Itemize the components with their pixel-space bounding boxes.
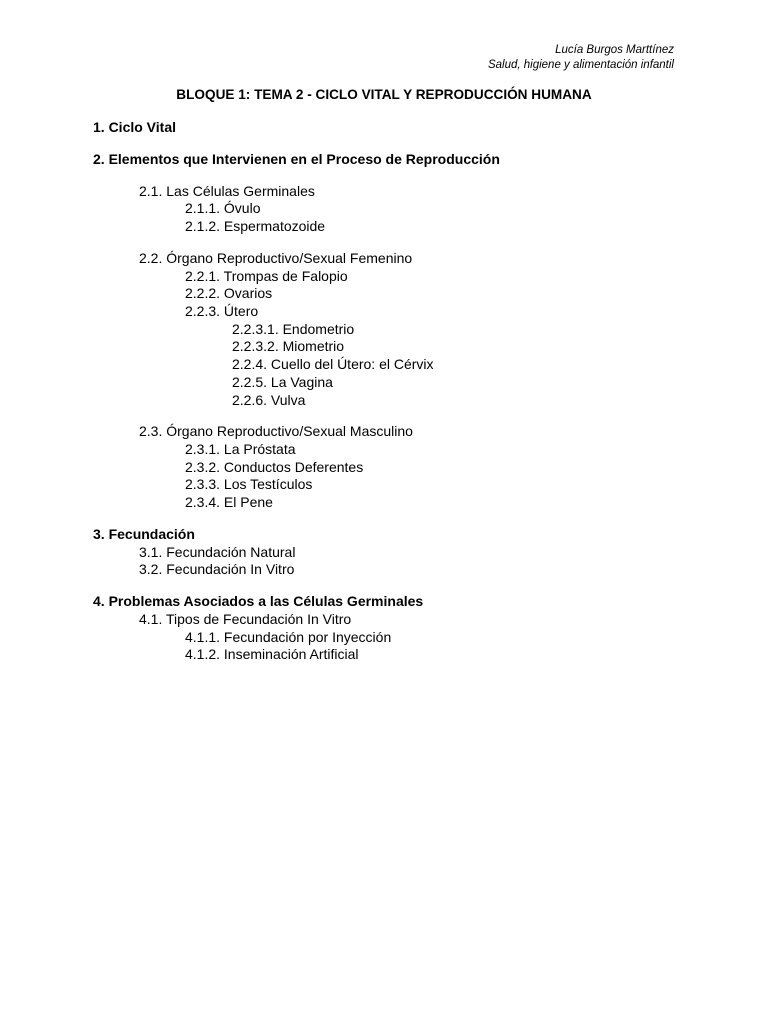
page-header	[488, 43, 674, 72]
toc-section-2-3: 2.3. Órgano Reproductivo/Sexual Masculino	[139, 423, 413, 440]
author-name: Lucía Burgos Marttínez	[555, 44, 674, 56]
toc-section-4-1: 4.1. Tipos de Fecundación In Vitro	[139, 610, 352, 627]
toc-section-4-1-2: 4.1.2. Inseminación Artificial	[185, 646, 359, 663]
toc-section-2-2-5: 2.2.5. La Vagina	[232, 373, 333, 390]
toc-section-2-2-4: 2.2.4. Cuello del Útero: el Cérvix	[232, 356, 434, 373]
toc-section-2-2: 2.2. Órgano Reproductivo/Sexual Femenino	[139, 250, 413, 266]
toc-section-1: 1. Ciclo Vital	[93, 119, 176, 135]
document-title: BLOQUE 1: TEMA 2 - CICLO VITAL Y REPRODUCCIÓN HUMANA	[176, 87, 592, 102]
toc-section-2-2-3-1: 2.2.3.1. Endometrio	[232, 320, 355, 337]
subject-name: Salud, higiene y alimentación infantil	[487, 58, 674, 71]
toc-section-2-1: 2.1. Las Células Germinales	[139, 182, 315, 199]
toc-section-2-1-2: 2.1.2. Espermatozoide	[185, 218, 326, 235]
toc-section-4-1-1: 4.1.1. Fecundación por Inyección	[185, 628, 392, 645]
toc-section-2-3-3: 2.3.3. Los Testículos	[185, 476, 313, 493]
toc-section-3: 3. Fecundación	[93, 526, 195, 542]
toc-section-2-2-1: 2.2.1. Trompas de Falopio	[185, 267, 348, 284]
toc-section-2-2-6: 2.2.6. Vulva	[232, 391, 306, 408]
toc-section-3-1: 3.1. Fecundación Natural	[139, 543, 296, 560]
toc-section-2-2-3-2: 2.2.3.2. Miometrio	[232, 338, 345, 355]
toc-section-4: 4. Problemas Asociados a las Células Germinales	[93, 593, 424, 610]
toc-section-2-3-1: 2.3.1. La Próstata	[185, 441, 296, 458]
toc-section-2: 2. Elementos que Intervienen en el Proceso de Reproducción	[93, 150, 500, 167]
toc-section-3-2: 3.2. Fecundación In Vitro	[139, 561, 295, 578]
table-of-contents	[93, 119, 693, 664]
toc-section-2-3-4: 2.3.4. El Pene	[185, 494, 273, 511]
toc-section-2-1-1: 2.1.1. Óvulo	[185, 200, 261, 217]
toc-section-2-3-2: 2.3.2. Conductos Deferentes	[185, 458, 364, 475]
toc-section-2-2-2: 2.2.2. Ovarios	[185, 285, 273, 302]
toc-section-2-2-3: 2.2.3. Útero	[185, 303, 259, 320]
